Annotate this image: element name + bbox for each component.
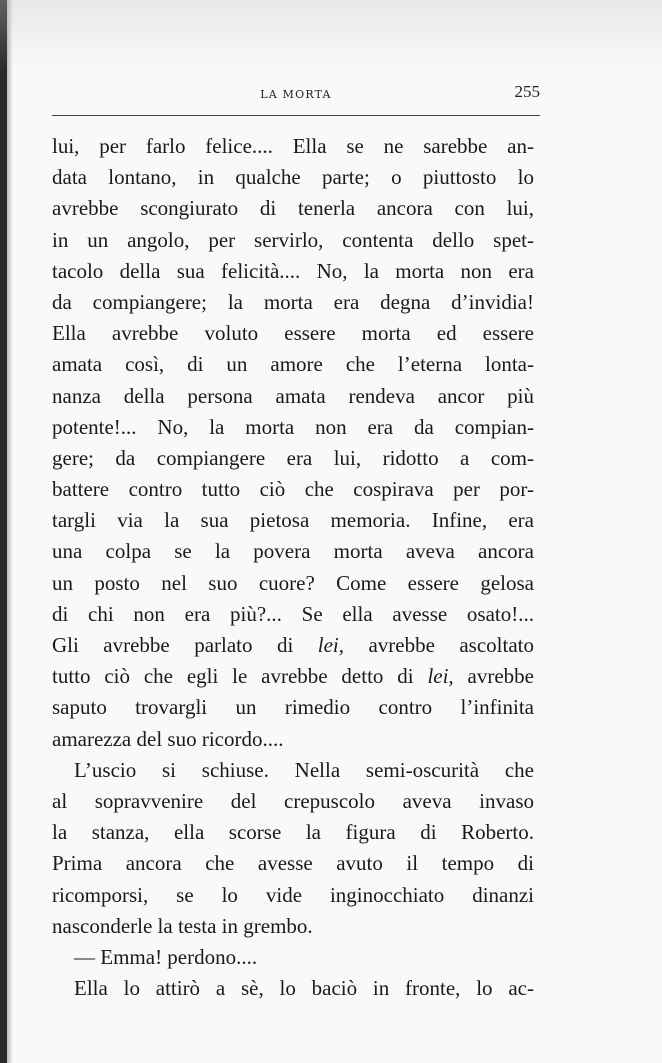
- text-line: una colpa se la povera morta aveva ancora: [52, 539, 534, 564]
- page-binding-edge: [0, 0, 7, 1063]
- header-rule: [52, 115, 540, 116]
- text-line: data lontano, in qualche parte; o piuttosto lo: [52, 165, 534, 190]
- paragraph-start-line: Ella lo attirò a sè, lo baciò in fronte, lo ac-: [74, 976, 534, 1001]
- italic-lei: lei,: [317, 633, 344, 657]
- text-line: gere; da compiangere era lui, ridotto a com-: [52, 445, 534, 470]
- paragraph-end-line: amarezza del suo ricordo....: [52, 726, 284, 751]
- dialogue-line: — Emma! perdono....: [74, 944, 258, 969]
- text-line: la stanza, ella scorse la figura di Roberto.: [52, 820, 534, 845]
- text-span: avrebbe ascoltato: [344, 633, 534, 657]
- text-line: targli via la sua pietosa memoria. Infine, era: [52, 508, 534, 533]
- text-line: potente!... No, la morta non era da compian-: [52, 414, 534, 439]
- text-line: ricomporsi, se lo vide inginocchiato dinanzi: [52, 882, 534, 907]
- text-line: saputo trovargli un rimedio contro l’infinita: [52, 695, 534, 720]
- paragraph-start-line: L’uscio si schiuse. Nella semi-oscurità che: [74, 757, 534, 782]
- text-line-gli: [52, 630, 534, 661]
- text-span: Gli avrebbe parlato di: [52, 633, 318, 657]
- text-line: tacolo della sua felicità.... No, la morta non era: [52, 258, 534, 283]
- text-span: avrebbe: [453, 664, 534, 689]
- running-head: LA MORTA: [260, 88, 332, 101]
- page-top-shading: [0, 0, 662, 70]
- text-line: al sopravvenire del crepuscolo aveva invaso: [52, 788, 534, 813]
- text-line: battere contro tutto ciò che cospirava per por-: [52, 477, 534, 502]
- text-line: nanza della persona amata rendeva ancor più: [52, 383, 534, 408]
- page-binding-shadow: [7, 0, 13, 1063]
- text-line: amata così, di un amore che l’eterna lonta-: [52, 352, 534, 377]
- page-header: [52, 82, 540, 106]
- text-line: avrebbe scongiurato di tenerla ancora con lui,: [52, 196, 534, 221]
- text-line: un posto nel suo cuore? Come essere gelosa: [52, 570, 534, 595]
- italic-lei: lei,: [427, 664, 454, 689]
- text-span: tutto ciò che egli le avrebbe detto di: [52, 664, 428, 689]
- text-line: Ella avrebbe voluto essere morta ed essere: [52, 321, 534, 346]
- text-line: Prima ancora che avesse avuto il tempo di: [52, 851, 534, 876]
- text-line: di chi non era più?... Se ella avesse osato!...: [52, 601, 534, 626]
- text-line: in un angolo, per servirlo, contenta dello spet-: [52, 227, 534, 252]
- text-line: lui, per farlo felice.... Ella se ne sarebbe an-: [52, 134, 534, 158]
- page-number: 255: [514, 82, 540, 101]
- text-line: da compiangere; la morta era degna d’invidia!: [52, 289, 534, 314]
- paragraph-end-line: nasconderle la testa in grembo.: [52, 913, 313, 938]
- body-text: [52, 131, 534, 1004]
- text-line-tutto: [52, 661, 534, 692]
